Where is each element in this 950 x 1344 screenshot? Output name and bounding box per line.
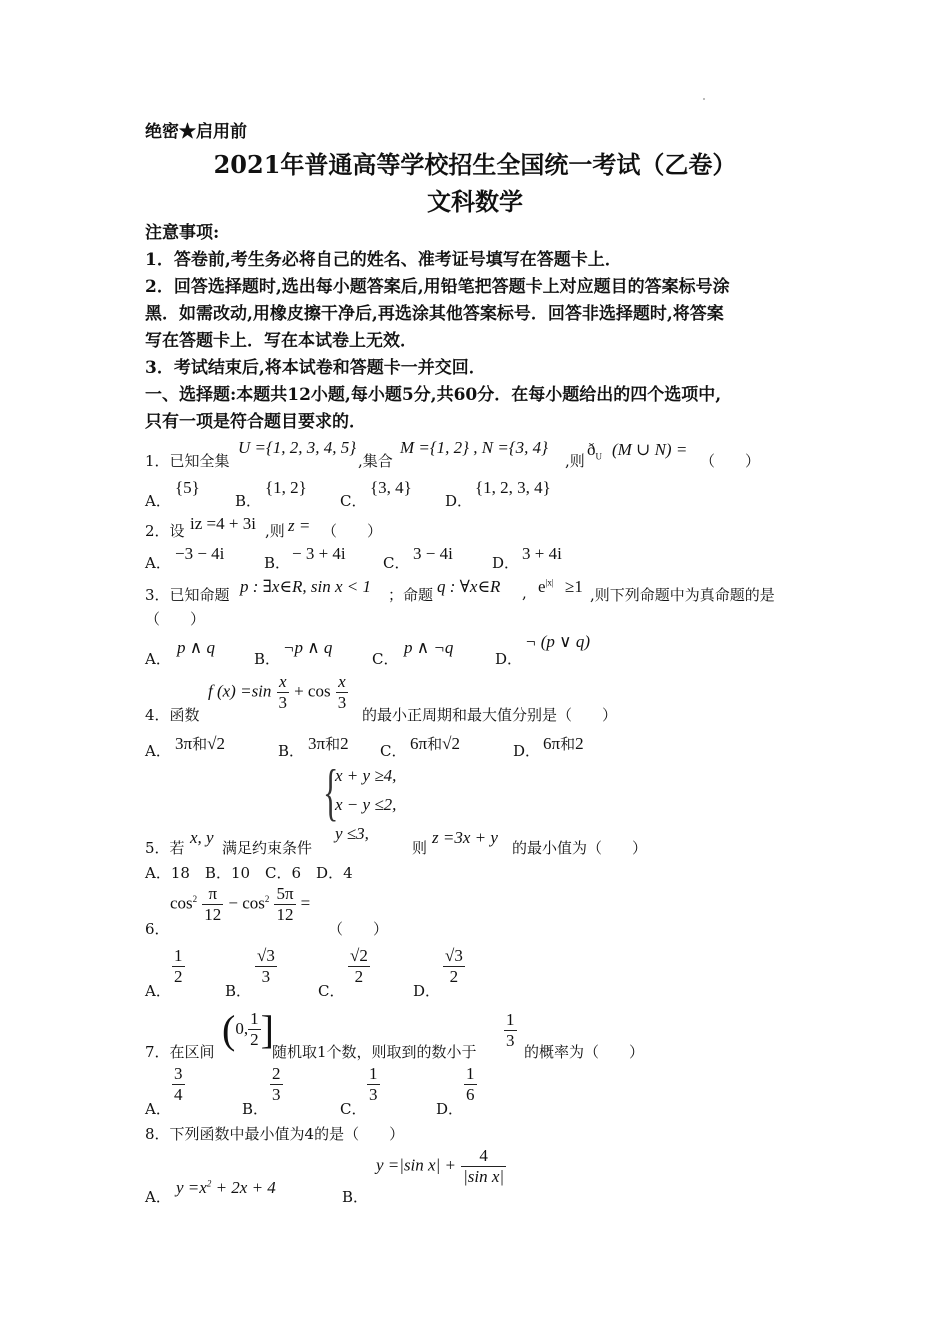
q4-option-c-label: C． bbox=[380, 742, 407, 760]
q6-option-d-label: D． bbox=[413, 982, 441, 1000]
q6-expression: $\cos^2$ $\frac{\pi}{12}$ − $\cos^2$ $\frac{5\pi}{12}$ = bbox=[170, 884, 311, 924]
q5-text-then: 则 bbox=[412, 839, 428, 857]
q3-proposition-q: q : ∀x∈R bbox=[437, 577, 501, 596]
q5-objective: z =3x + y bbox=[432, 828, 498, 847]
q7-option-b-label: B． bbox=[242, 1100, 269, 1118]
confidential-mark: 绝密★启用前 bbox=[145, 122, 247, 142]
q3-ge-one: ≥1 bbox=[565, 577, 583, 596]
q6-option-a: $\frac{1}{2}$ bbox=[174, 946, 183, 986]
note-2c: 写在答题卡上．写在本试卷上无效． bbox=[145, 331, 417, 351]
q2-equation: iz =4 + 3i bbox=[190, 514, 256, 533]
q1-option-a-label: A． bbox=[145, 492, 171, 510]
q7-option-b: $\frac{2}{3}$ bbox=[272, 1064, 281, 1104]
q4-option-a-label: A． bbox=[145, 742, 171, 760]
q4-option-d-label: D． bbox=[513, 742, 541, 760]
q7-option-a: $\frac{3}{4}$ bbox=[174, 1064, 183, 1104]
q6-option-b: $\frac{√3}{3}$ bbox=[257, 946, 275, 986]
q3-option-a-label: A． bbox=[145, 650, 171, 668]
q8-stem: 8．下列函数中最小值为4的是（ ） bbox=[145, 1125, 405, 1143]
q8-option-b-label: B． bbox=[342, 1188, 369, 1206]
notes-heading: 注意事项: bbox=[145, 223, 220, 243]
q6-option-d: $\frac{√3}{2}$ bbox=[445, 946, 463, 986]
q1-expr: (M ∪ N) = bbox=[612, 440, 688, 459]
q6-stem: 6． bbox=[145, 920, 170, 938]
q1-option-b: {1, 2} bbox=[265, 478, 307, 497]
q1-text-set: ,集合 bbox=[358, 452, 393, 470]
q4-option-b: 3π和2 bbox=[308, 734, 349, 753]
q4-option-d: 6π和2 bbox=[543, 734, 584, 753]
q4-option-b-label: B． bbox=[278, 742, 305, 760]
q5-stem: 5．若 bbox=[145, 839, 185, 857]
q3-paren: （ ） bbox=[145, 610, 206, 628]
q7-option-d-label: D． bbox=[436, 1100, 464, 1118]
q7-third: $\frac{1}{3}$ bbox=[506, 1010, 515, 1050]
q5-constraint-3: y ≤3, bbox=[335, 824, 369, 843]
q3-option-d: ¬ (p ∨ q) bbox=[525, 632, 590, 651]
q3-text-question: ,则下列命题中为真命题的是 bbox=[590, 586, 775, 604]
q2-paren: （ ） bbox=[322, 522, 383, 540]
q4-option-c: 6π和√2 bbox=[410, 734, 460, 753]
q2-option-d: 3 + 4i bbox=[522, 544, 562, 563]
q1-set-u: U ={1, 2, 3, 4, 5} bbox=[238, 438, 357, 457]
q7-option-a-label: A． bbox=[145, 1100, 171, 1118]
q1-option-d-label: D． bbox=[445, 492, 473, 510]
q8-option-b: y =|sin x| + $\frac{4}{\text{|sin x|}}$ bbox=[376, 1146, 505, 1186]
q3-option-b: ¬p ∧ q bbox=[283, 638, 333, 657]
q3-stem: 3．已知命题 bbox=[145, 586, 230, 604]
exam-title: 2021年普通高等学校招生全国统一考试（乙卷） bbox=[213, 150, 737, 179]
q2-option-a: −3 − 4i bbox=[175, 544, 225, 563]
q1-option-d: {1, 2, 3, 4} bbox=[475, 478, 551, 497]
q6-option-c: $\frac{√2}{2}$ bbox=[350, 946, 368, 986]
q1-complement: $ð_U$ bbox=[587, 440, 602, 462]
q5-constraint-1: x + y ≥4, bbox=[335, 766, 397, 785]
q4-function: f (x) =sin $\frac{x}{3}$ + cos $\frac{x}{3}$ bbox=[208, 672, 347, 712]
q6-paren: （ ） bbox=[328, 920, 389, 938]
note-1: 1．答卷前,考生务必将自己的姓名、准考证号填写在答题卡上． bbox=[145, 250, 622, 270]
q3-option-c-label: C． bbox=[372, 650, 399, 668]
q6-option-b-label: B． bbox=[225, 982, 252, 1000]
note-2b: 黑．如需改动,用橡皮擦干净后,再选涂其他答案标号．回答非选择题时,将答案 bbox=[145, 304, 724, 324]
q1-stem: 1．已知全集 bbox=[145, 452, 230, 470]
q3-exponential: $e^{|x|}$ bbox=[538, 577, 554, 596]
q1-set-mn: M ={1, 2} , N ={3, 4} bbox=[400, 438, 548, 457]
exam-subtitle: 文科数学 bbox=[427, 187, 523, 216]
q1-option-c-label: C． bbox=[340, 492, 367, 510]
q3-comma: , bbox=[522, 584, 527, 602]
q3-text-prop: ；命题 bbox=[388, 586, 434, 604]
q4-stem: 4．函数 bbox=[145, 706, 200, 724]
q7-stem: 7．在区间 bbox=[145, 1043, 215, 1061]
q3-option-a: p ∧ q bbox=[177, 638, 215, 657]
q2-option-b-label: B． bbox=[264, 554, 291, 572]
q6-option-c-label: C． bbox=[318, 982, 345, 1000]
q8-option-a-label: A． bbox=[145, 1188, 171, 1206]
q8-option-a: $y =x^2 + 2x + 4$ bbox=[176, 1178, 276, 1197]
q1-option-c: {3, 4} bbox=[370, 478, 412, 497]
q7-option-d: $\frac{1}{6}$ bbox=[466, 1064, 475, 1104]
q3-proposition-p: p : ∃x∈R, sin x < 1 bbox=[240, 577, 372, 596]
q7-interval: (0, $\frac{1}{2}$ ] bbox=[222, 1007, 274, 1052]
q1-option-a: {5} bbox=[175, 478, 200, 497]
q7-text: 随机取1个数，则取到的数小于 bbox=[272, 1043, 477, 1061]
q7-option-c-label: C． bbox=[340, 1100, 367, 1118]
note-3: 3．考试结束后,将本试卷和答题卡一并交回． bbox=[145, 358, 486, 378]
note-2a: 2．回答选择题时,选出每小题答案后,用铅笔把答题卡上对应题目的答案标号涂 bbox=[145, 277, 730, 297]
q5-options: A．18 B．10 C．6 D．4 bbox=[145, 864, 353, 882]
q5-text-question: 的最小值为（ ） bbox=[512, 839, 648, 857]
q3-option-b-label: B． bbox=[254, 650, 281, 668]
q2-option-b: − 3 + 4i bbox=[292, 544, 346, 563]
q1-paren: （ ） bbox=[700, 452, 761, 470]
q2-stem: 2．设 bbox=[145, 522, 185, 540]
q2-option-c-label: C． bbox=[383, 554, 410, 572]
q6-option-a-label: A． bbox=[145, 982, 171, 1000]
q1-text-then: ,则 bbox=[565, 452, 585, 470]
q5-constraint-2: x − y ≤2, bbox=[335, 795, 397, 814]
q5-text-constraint: 满足约束条件 bbox=[222, 839, 313, 857]
q7-option-c: $\frac{1}{3}$ bbox=[369, 1064, 378, 1104]
q7-text-question: 的概率为（ ） bbox=[524, 1043, 645, 1061]
q5-xy: x, y bbox=[190, 828, 214, 847]
q1-option-b-label: B． bbox=[235, 492, 262, 510]
q2-option-a-label: A． bbox=[145, 554, 171, 572]
q4-option-a: 3π和√2 bbox=[175, 734, 225, 753]
q3-option-d-label: D． bbox=[495, 650, 523, 668]
q2-z: z = bbox=[288, 516, 311, 535]
q3-option-c: p ∧ ¬q bbox=[404, 638, 454, 657]
q2-text-then: ,则 bbox=[265, 522, 285, 540]
section-line-1: 一、选择题:本题共12小题,每小题5分,共60分．在每小题给出的四个选项中, bbox=[145, 385, 722, 405]
q2-option-c: 3 − 4i bbox=[413, 544, 453, 563]
q5-brace: { bbox=[323, 756, 339, 827]
q2-option-d-label: D． bbox=[492, 554, 520, 572]
stray-dot bbox=[703, 98, 705, 100]
section-line-2: 只有一项是符合题目要求的． bbox=[145, 412, 366, 432]
q4-text-question: 的最小正周期和最大值分别是（ ） bbox=[362, 706, 618, 724]
